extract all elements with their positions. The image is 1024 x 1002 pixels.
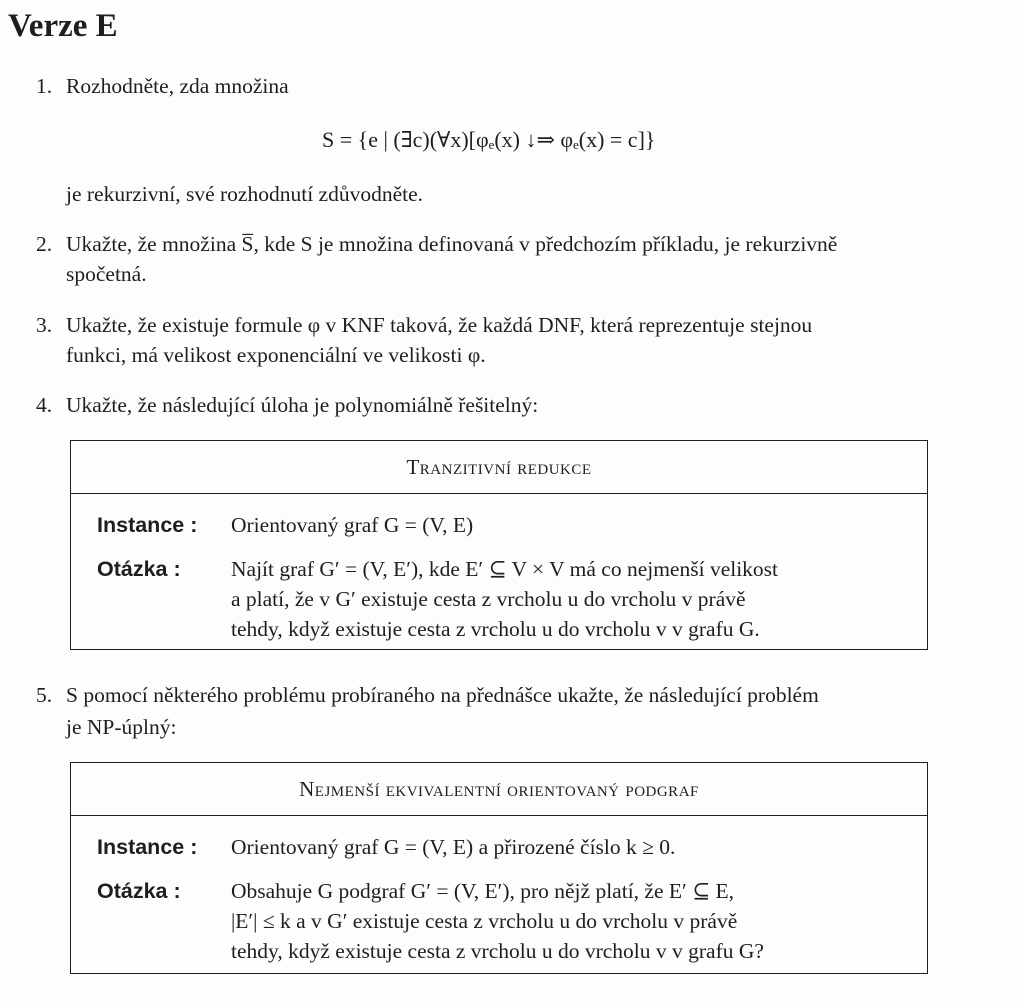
instance-value: Orientovaný graf G = (V, E) [231,513,474,537]
question-text [231,876,895,966]
question-text-line: a platí, že v G′ existuje cesta z vrcholu u do vrcholu v právě [231,587,746,611]
question-1-number: 1. [36,74,53,98]
instance-label: Instance : [97,835,198,859]
question-text-line: Obsahuje G podgraf G′ = (V, E′), pro nějž platí, že E′ ⊆ E, [231,879,734,903]
question-2-number: 2. [36,232,53,256]
question-1-formula: S = {e | (∃c)(∀x)[φₑ(x) ↓⇒ φₑ(x) = c]} [322,127,656,152]
instance-value: Orientovaný graf G = (V, E) a přirozené číslo k ≥ 0. [231,835,676,859]
question-label: Otázka : [97,879,181,903]
question-4-line-1: Ukažte, že následující úloha je polynomiálně řešitelný: [66,393,539,417]
question-5-line-1: S pomocí některého problému probíraného na přednášce ukažte, že následující problém [66,683,819,707]
question-5-line-2: je NP-úplný: [66,715,177,739]
question-1-intro: Rozhodněte, zda množina [66,74,289,98]
question-1-outro: je rekurzivní, své rozhodnutí zdůvodněte. [66,182,424,206]
question-text-line: Najít graf G′ = (V, E′), kde E′ ⊆ V × V má co nejmenší velikost [231,557,779,581]
question-3-number: 3. [36,313,53,337]
question-label: Otázka : [97,557,181,581]
page-title: Verze E [8,8,118,44]
question-text-line: tehdy, když existuje cesta z vrcholu u do vrcholu v v grafu G. [231,617,760,641]
instance-label: Instance : [97,513,198,537]
problem-box-transitive-reduction [70,440,928,650]
question-2-line-1: Ukažte, že množina S̅, kde S je množina definovaná v předchozím příkladu, je rekurzivně [66,232,838,256]
question-2-line-2: spočetná. [66,262,147,286]
problem-heading: Tranzitivní redukce [71,441,927,494]
question-text-line: |E′| ≤ k a v G′ existuje cesta z vrcholu u do vrcholu v právě [231,909,738,933]
question-text [231,554,895,644]
question-3-line-1: Ukažte, že existuje formule φ v KNF taková, že každá DNF, která reprezentuje stejnou [66,313,813,337]
question-text-line: tehdy, když existuje cesta z vrcholu u do vrcholu v v grafu G? [231,939,764,963]
question-4-number: 4. [36,393,53,417]
question-3-line-2: funkci, má velikost exponenciální ve velikosti φ. [66,343,486,367]
question-5-number: 5. [36,683,53,707]
problem-heading: Nejmenší ekvivalentní orientovaný podgraf [71,763,927,816]
problem-box-min-equivalent-digraph [70,762,928,974]
